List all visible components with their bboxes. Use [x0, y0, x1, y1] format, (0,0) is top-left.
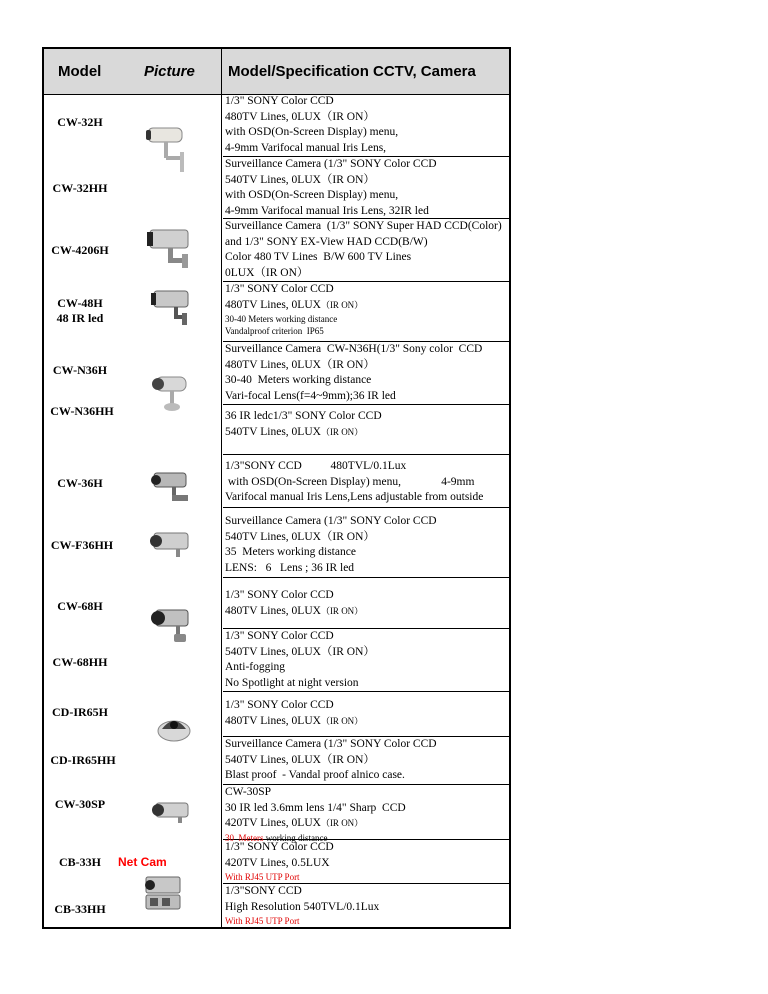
model-cell: CW-30SP	[54, 797, 106, 811]
model-cell: CW-4206H	[51, 243, 109, 257]
model-cell: CW-68HH	[52, 655, 108, 669]
spec-sheet-table	[42, 47, 511, 929]
spec-cell: Surveillance Camera (1/3" SONY Color CCD 540TV Lines, 0LUX（IR ON） Blast proof - Vandal proof alnico case.	[223, 737, 509, 785]
model-cell: CB-33HH	[54, 902, 106, 916]
spec-cell: 1/3" SONY Color CCD 540TV Lines, 0LUX（IR ON） Anti-fogging No Spotlight at night version	[223, 629, 509, 692]
spec-cell: Surveillance Camera (1/3" SONY Color CCD 540TV Lines, 0LUX（IR ON） 35 Meters working distance LENS: 6 Lens ; 36 IR led	[223, 508, 509, 578]
model-cell: CW-68H	[57, 599, 103, 613]
model-cell: CW-32HH	[52, 181, 108, 195]
spec-cell: Surveillance Camera (1/3" SONY Super HAD CCD(Color) and 1/3" SONY EX-View HAD CCD(B/W) Color 480 TV Lines B/W 600 TV Lines 0LUX（IR ON）	[223, 219, 509, 282]
bullet-camera-icon	[148, 371, 194, 421]
bracket-camera-icon	[148, 467, 194, 513]
model-cell: CW-F36HH	[50, 538, 114, 552]
model-cell: CW-N36HH	[50, 404, 114, 418]
bullet-camera-icon	[144, 226, 194, 274]
dome-camera-icon	[156, 709, 192, 743]
spec-cell: 1/3" SONY Color CCD 420TV Lines, 0.5LUX With RJ45 UTP Port	[223, 840, 509, 884]
spec-cell: 1/3" SONY Color CCD 480TV Lines, 0LUX（IR ON）	[223, 578, 509, 629]
model-cell: CB-33H	[59, 855, 101, 869]
spec-cell: 1/3"SONY CCD High Resolution 540TVL/0.1Lux With RJ45 UTP Port	[225, 885, 380, 926]
table-header	[44, 49, 509, 95]
spec-cell: CW-30SP 30 IR led 3.6mm lens 1/4" Sharp CCD 420TV Lines, 0LUX（IR ON） 30 Meters working distance	[223, 785, 509, 840]
spec-cell: 36 IR ledc1/3" SONY Color CCD 540TV Lines, 0LUX（IR ON）	[223, 405, 509, 455]
spec-cell: 1/3" SONY Color CCD 480TV Lines, 0LUX（IR ON） with OSD(On-Screen Display) menu, 4-9mm Varifocal manual Iris Lens,	[223, 94, 509, 157]
spec-cell: Surveillance Camera (1/3" SONY Color CCD 540TV Lines, 0LUX（IR ON） with OSD(On-Screen Display) menu, 4-9mm Varifocal manual Iris Lens, 32IR led	[223, 157, 509, 219]
header-model: Model	[58, 63, 102, 80]
spec-cell: 1/3"SONY CCD 480TVL/0.1Lux with OSD(On-Screen Display) menu, 4-9mm Varifocal manual Iris Lens,Lens adjustable from outside	[223, 455, 509, 508]
spec-cell: 1/3" SONY Color CCD 480TV Lines, 0LUX（IR ON）	[223, 692, 509, 737]
model-cell: CD-IR65HH	[50, 753, 116, 767]
bullet-camera-icon	[148, 799, 194, 825]
bullet-camera-icon	[148, 606, 194, 650]
bullet-camera-icon	[148, 527, 194, 563]
model-cell: CW-36H	[57, 476, 103, 490]
header-spec: Model/Specification CCTV, Camera	[228, 63, 476, 80]
box-camera-icon	[142, 873, 186, 913]
spec-cell: 1/3" SONY Color CCD 480TV Lines, 0LUX（IR ON） 30-40 Meters working distance Vandalproof criterion IP65	[223, 282, 509, 342]
model-cell: CW-32H	[57, 115, 103, 129]
model-cell: CD-IR65H	[52, 705, 108, 719]
header-picture: Picture	[144, 63, 195, 80]
spec-cell: Surveillance Camera CW-N36H(1/3" Sony color CCD 480TV Lines, 0LUX（IR ON） 30-40 Meters working distance Vari-focal Lens(f=4~9mm);36 IR led	[223, 342, 509, 405]
model-cell: CW-48H 48 IR led	[56, 296, 104, 325]
bullet-camera-icon	[144, 122, 192, 186]
bullet-camera-icon	[148, 287, 194, 329]
net-cam-label: Net Cam	[118, 855, 167, 869]
model-cell: CW-N36H	[52, 363, 108, 377]
column-divider	[221, 49, 222, 927]
